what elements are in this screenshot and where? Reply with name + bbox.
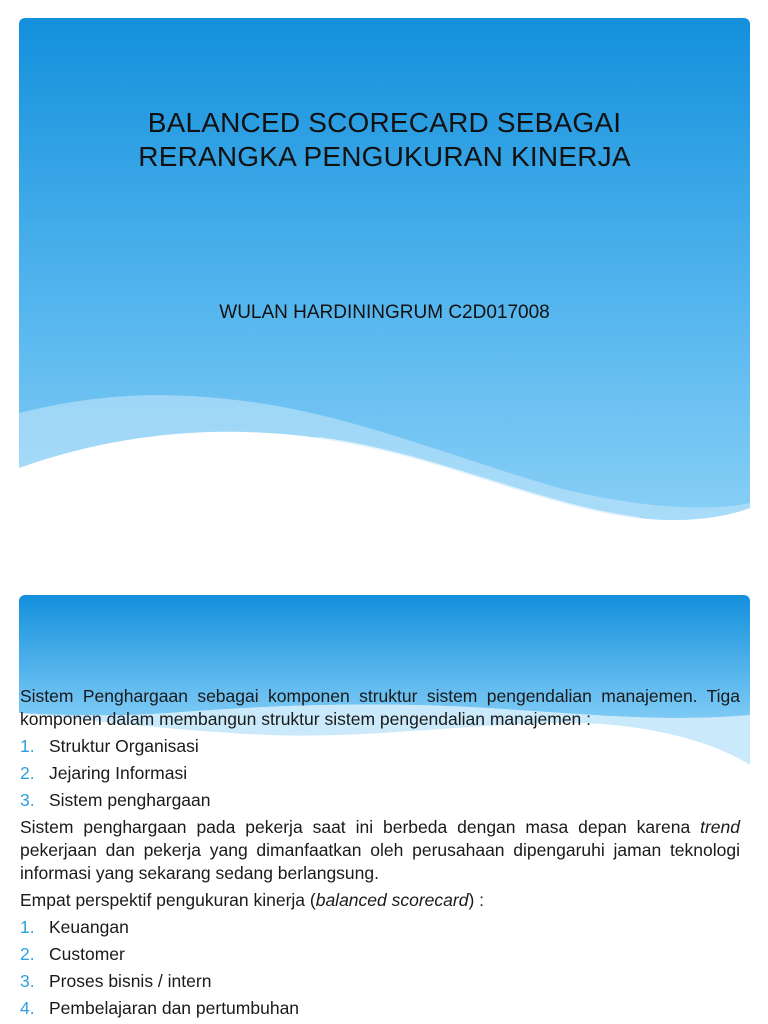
trend-paragraph	[20, 816, 740, 885]
list-item	[20, 943, 740, 966]
list-number: 1.	[20, 736, 35, 756]
list-text: Struktur Organisasi	[49, 736, 199, 756]
intro-paragraph: Sistem Penghargaan sebagai komponen struktur sistem pengendalian manajemen. Tiga komponen dalam membangun struktur sistem pengendalian manajemen :	[20, 686, 740, 729]
perspectives-heading-end: ) :	[468, 890, 485, 910]
perspectives-heading-start: Empat perspektif pengukuran kinerja (	[20, 890, 316, 910]
list-item	[20, 997, 740, 1020]
trend-paragraph-start: Sistem penghargaan pada pekerja saat ini berbeda dengan masa depan karena	[20, 817, 701, 837]
list-text: Jejaring Informasi	[49, 763, 188, 783]
list-number: 3.	[20, 971, 35, 991]
title-slide	[19, 18, 750, 544]
list-number: 1.	[20, 917, 35, 937]
title-line-2: RERANGKA PENGUKURAN KINERJA	[138, 141, 631, 172]
list-text: Pembelajaran dan pertumbuhan	[49, 998, 300, 1018]
list-text: Customer	[49, 944, 125, 964]
title-line-1: BALANCED SCORECARD SEBAGAI	[147, 107, 622, 138]
list-item	[20, 762, 740, 785]
list-text: Proses bisnis / intern	[49, 971, 212, 991]
author-subtitle: WULAN HARDININGRUM C2D017008	[219, 302, 550, 323]
list-number: 3.	[20, 790, 35, 810]
slide-background	[19, 18, 750, 544]
trend-paragraph-end: pekerjaan dan pekerja yang dimanfaatkan oleh perusahaan dipengaruhi jaman teknologi informasi yang sekarang sedang berlangsung.	[20, 840, 740, 883]
list-item	[20, 735, 740, 758]
perspectives-heading	[20, 889, 740, 912]
trend-word: trend	[700, 817, 740, 837]
balanced-scorecard-term: balanced scorecard	[315, 890, 469, 910]
slide-title	[19, 106, 750, 174]
list-number: 4.	[20, 998, 35, 1018]
components-list	[20, 735, 740, 812]
slide-body	[20, 685, 740, 1020]
list-item	[20, 916, 740, 939]
list-text: Sistem penghargaan	[49, 790, 211, 810]
list-item	[20, 789, 740, 812]
list-item	[20, 970, 740, 993]
perspectives-list	[20, 916, 740, 1020]
content-slide	[19, 595, 750, 1024]
list-number: 2.	[20, 944, 35, 964]
list-number: 2.	[20, 763, 35, 783]
list-text: Keuangan	[49, 917, 129, 937]
